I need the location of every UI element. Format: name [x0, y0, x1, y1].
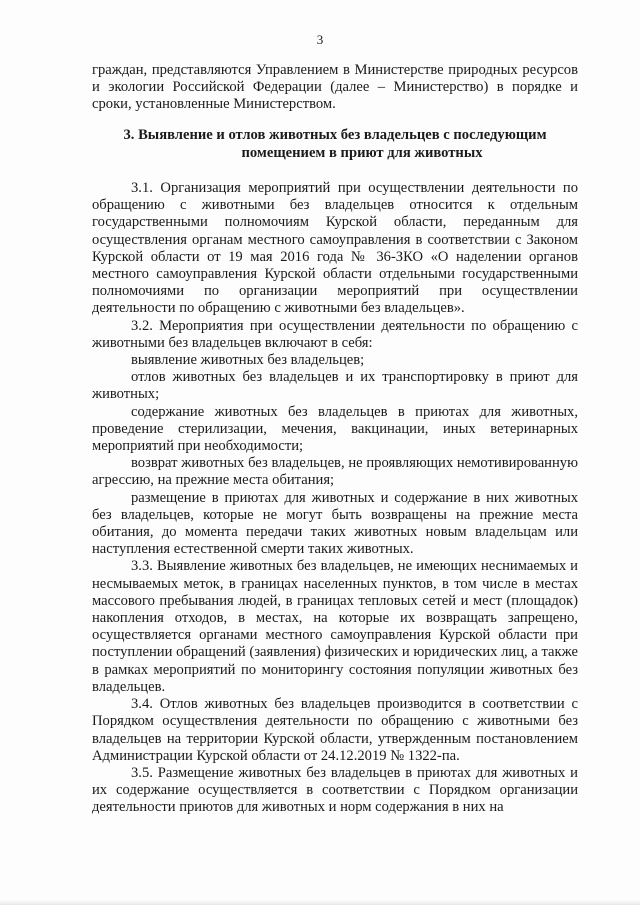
- intro-paragraph: граждан, представляются Управлением в Министерстве природных ресурсов и экологии Российской Федерации (далее – Министерство) в порядке и сроки, установленные Министерством.: [92, 62, 578, 113]
- scan-bottom-edge: [0, 899, 640, 905]
- section-title-line1: 3. Выявление и отлов животных без владельцев с последующим: [123, 127, 547, 143]
- section-body: [92, 180, 578, 817]
- list-item-placement: размещение в приютах для животных и содержание в них животных без владельцев, которые не могут быть возвращены на прежние места обитания, до момента передачи таких животных новым владельцам или наступления естественной смерти таких животных.: [92, 489, 578, 558]
- paragraph-3-2: 3.2. Мероприятия при осуществлении деятельности по обращению с животными без владельцев включают в себя:: [92, 317, 578, 351]
- list-item-capture: отлов животных без владельцев и их транспортировку в приют для животных;: [92, 369, 578, 403]
- paragraph-3-1: 3.1. Организация мероприятий при осуществлении деятельности по обращению с животными без владельцев относится к отдельным государственными полномочиям Курской области, переданным для осуществления органам местного самоуправления в соответствии с Законом Курской области от 19 мая 2016 года № 36-ЗКО «О наделении органов местного самоуправления Курской области отдельными государственными полномочиями по организации мероприятий при осуществлении деятельности по обращению с животными без владельцев».: [92, 180, 578, 317]
- intro-text: [92, 62, 578, 114]
- paragraph-3-4: 3.4. Отлов животных без владельцев производится в соответствии с Порядком осуществления деятельности по обращению с животными без владельцев на территории Курской области, утвержденным постановлением Администрации Курской области от 24.12.2019 № 1322-па.: [92, 696, 578, 764]
- list-item-keeping: содержание животных без владельцев в приютах для животных, проведение стерилизации, мечения, вакцинации, иных ветеринарных мероприятий при необходимости;: [92, 403, 578, 455]
- paragraph-3-5: 3.5. Размещение животных без владельцев в приютах для животных и их содержание осуществляется в соответствии с Порядком организации деятельности приютов для животных и норм содержания в них на: [92, 764, 578, 816]
- section-heading: [92, 127, 578, 162]
- paragraph-3-3: 3.3. Выявление животных без владельцев, не имеющих неснимаемых и несмываемых меток, в границах населенных пунктов, в том числе в местах массового пребывания людей, в границах тепловых сетей и мест (площадок) накопления отходов, в местах, на которые их возвращать запрещено, осуществляется органами местного самоуправления Курской области при поступлении обращений (заявления) физических и юридических лиц, а также в рамках мероприятий по мониторингу состояния популяции животных без владельцев.: [92, 558, 578, 695]
- list-item-detection: выявление животных без владельцев;: [131, 352, 365, 369]
- section-title-line2: помещением в приют для животных: [241, 144, 483, 161]
- list-item-return: возврат животных без владельцев, не проявляющих немотивированную агрессию, на прежние места обитания;: [92, 455, 578, 489]
- page-number: 3: [316, 32, 324, 47]
